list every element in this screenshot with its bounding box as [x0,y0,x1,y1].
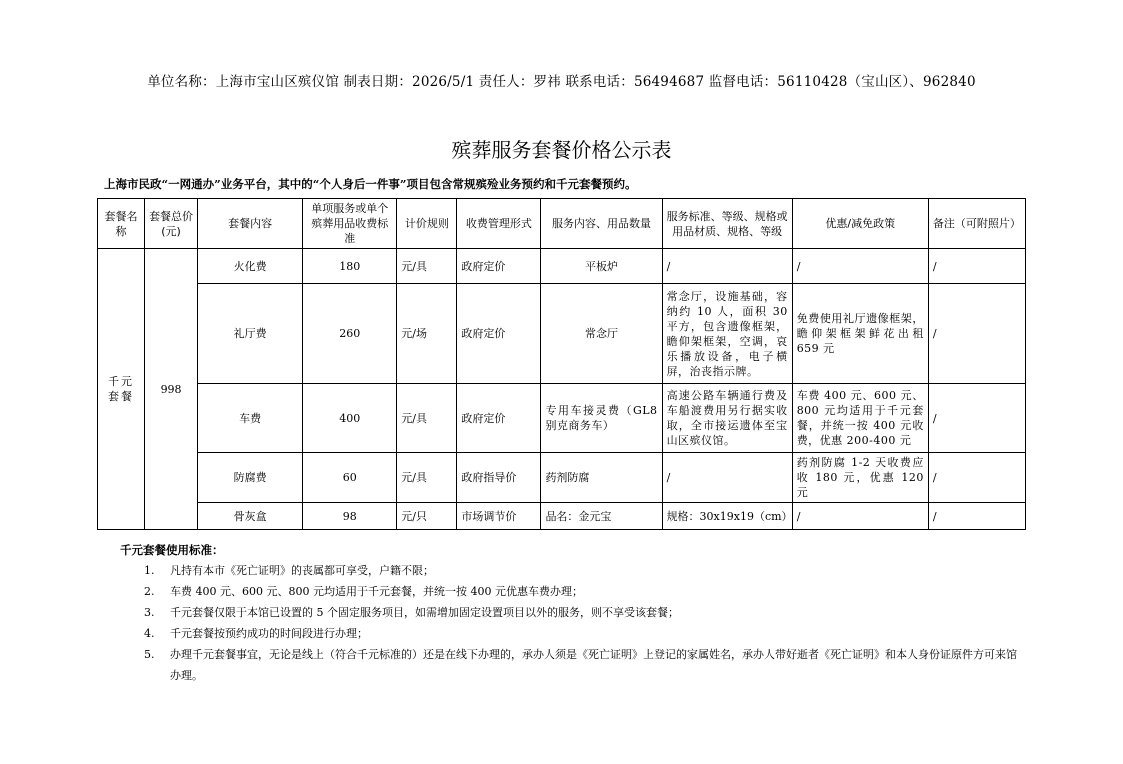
package-name-cell: 千元 套餐 [98,249,145,530]
table-row [98,284,1026,384]
list-item [120,560,1020,581]
header-info-line: 单位名称：上海市宝山区殡仪馆 制表日期：2026/5/1 责任人：罗祎 联系电话：56494687 监督电话：56110428（宝山区）、962840 [147,74,976,90]
table-row [98,249,1026,284]
unit-cell: 元/只 [397,503,457,530]
header-content: 套餐内容 [198,199,303,249]
discount-cell: 药剂防腐 1-2 天收费应收 180 元，优惠 120 元 [792,453,928,503]
standard-cell: 260 [303,284,397,384]
remarks-cell: / [928,249,1025,284]
notes-list [120,560,1020,686]
discount-cell: 车费 400 元、600 元、800 元均适用于千元套餐，并统一按 400 元收费，优惠 200-400 元 [792,384,928,453]
discount-cell: 免费使用礼厅遗像框架，瞻仰架框架鲜花出租 659 元 [792,284,928,384]
header-package-total: 套餐总价(元) [145,199,198,249]
list-item-text: 办理千元套餐事宜，无论是线上（符合千元标准的）还是在线下办理的，承办人须是《死亡证明》上登记的家属姓名，承办人带好逝者《死亡证明》和本人身份证原件方可来馆办理。 [170,648,1017,682]
remarks-cell: / [928,503,1025,530]
header-spec: 服务标准、等级、规格或用品材质、规格、等级 [662,199,792,249]
unit-cell: 元/场 [397,284,457,384]
service-cell: 常念厅 [541,284,662,384]
list-item [120,581,1020,602]
spec-cell: 常念厅，设施基础，容纳约 10 人，面积 30 平方，包含遗像框架，瞻仰架框架，空调，哀乐播放设备，电子横屏，治丧指示牌。 [662,284,792,384]
unit-cell: 元/具 [397,249,457,284]
list-item-number: 2. [144,585,155,598]
list-item-number: 4. [144,627,155,640]
standard-cell: 60 [303,453,397,503]
discount-cell: / [792,503,928,530]
service-cell: 平板炉 [541,249,662,284]
service-cell: 药剂防腐 [541,453,662,503]
list-item-number: 5. [144,648,155,661]
table-header-row [98,199,1026,249]
list-item-number: 1. [144,564,155,577]
management-cell: 市场调节价 [457,503,541,530]
management-cell: 政府定价 [457,384,541,453]
management-cell: 政府指导价 [457,453,541,503]
price-table [97,198,1026,530]
list-item [120,602,1020,623]
standard-cell: 98 [303,503,397,530]
unit-cell: 元/具 [397,384,457,453]
page-title: 殡葬服务套餐价格公示表 [451,138,672,162]
header-package-name: 套餐名称 [98,199,145,249]
spec-cell: / [662,453,792,503]
header-unit: 计价规则 [397,199,457,249]
table-row [98,453,1026,503]
list-item-text: 千元套餐仅限于本馆已设置的 5 个固定服务项目，如需增加固定设置项目以外的服务，则不享受该套餐； [170,606,679,619]
content-cell: 骨灰盒 [198,503,303,530]
package-total-cell: 998 [145,249,198,530]
service-cell: 专用车接灵费（GL8 别克商务车） [541,384,662,453]
list-item-text: 凡持有本市《死亡证明》的丧属都可享受，户籍不限； [170,564,434,577]
standard-cell: 180 [303,249,397,284]
content-cell: 车费 [198,384,303,453]
content-cell: 火化费 [198,249,303,284]
remarks-cell: / [928,284,1025,384]
discount-cell: / [792,249,928,284]
list-item [120,623,1020,644]
spec-cell: 规格：30x19x19（cm） [662,503,792,530]
unit-cell: 元/具 [397,453,457,503]
management-cell: 政府定价 [457,284,541,384]
table-row [98,503,1026,530]
list-item-number: 3. [144,606,155,619]
subtitle-notice: 上海市民政“一网通办”业务平台，其中的“个人身后一件事”项目包含常规殡殓业务预约和千元套餐预约。 [104,177,637,191]
remarks-cell: / [928,453,1025,503]
header-service-items: 服务内容、用品数量 [541,199,662,249]
header-standard: 单项服务或单个殡葬用品收费标准 [303,199,397,249]
header-remarks: 备注（可附照片） [928,199,1025,249]
list-item-text: 车费 400 元、600 元、800 元均适用于千元套餐，并统一按 400 元优惠车费办理； [170,585,583,598]
header-management: 收费管理形式 [457,199,541,249]
spec-cell: 高速公路车辆通行费及车船渡费用另行据实收取，全市接运遗体至宝山区殡仪馆。 [662,384,792,453]
service-cell: 品名：金元宝 [541,503,662,530]
header-discount: 优惠/减免政策 [792,199,928,249]
list-item [120,644,1020,686]
content-cell: 礼厅费 [198,284,303,384]
remarks-cell: / [928,384,1025,453]
notes-title: 千元套餐使用标准： [120,543,224,557]
table-row [98,384,1026,453]
spec-cell: / [662,249,792,284]
management-cell: 政府定价 [457,249,541,284]
list-item-text: 千元套餐按预约成功的时间段进行办理； [170,627,368,640]
content-cell: 防腐费 [198,453,303,503]
standard-cell: 400 [303,384,397,453]
